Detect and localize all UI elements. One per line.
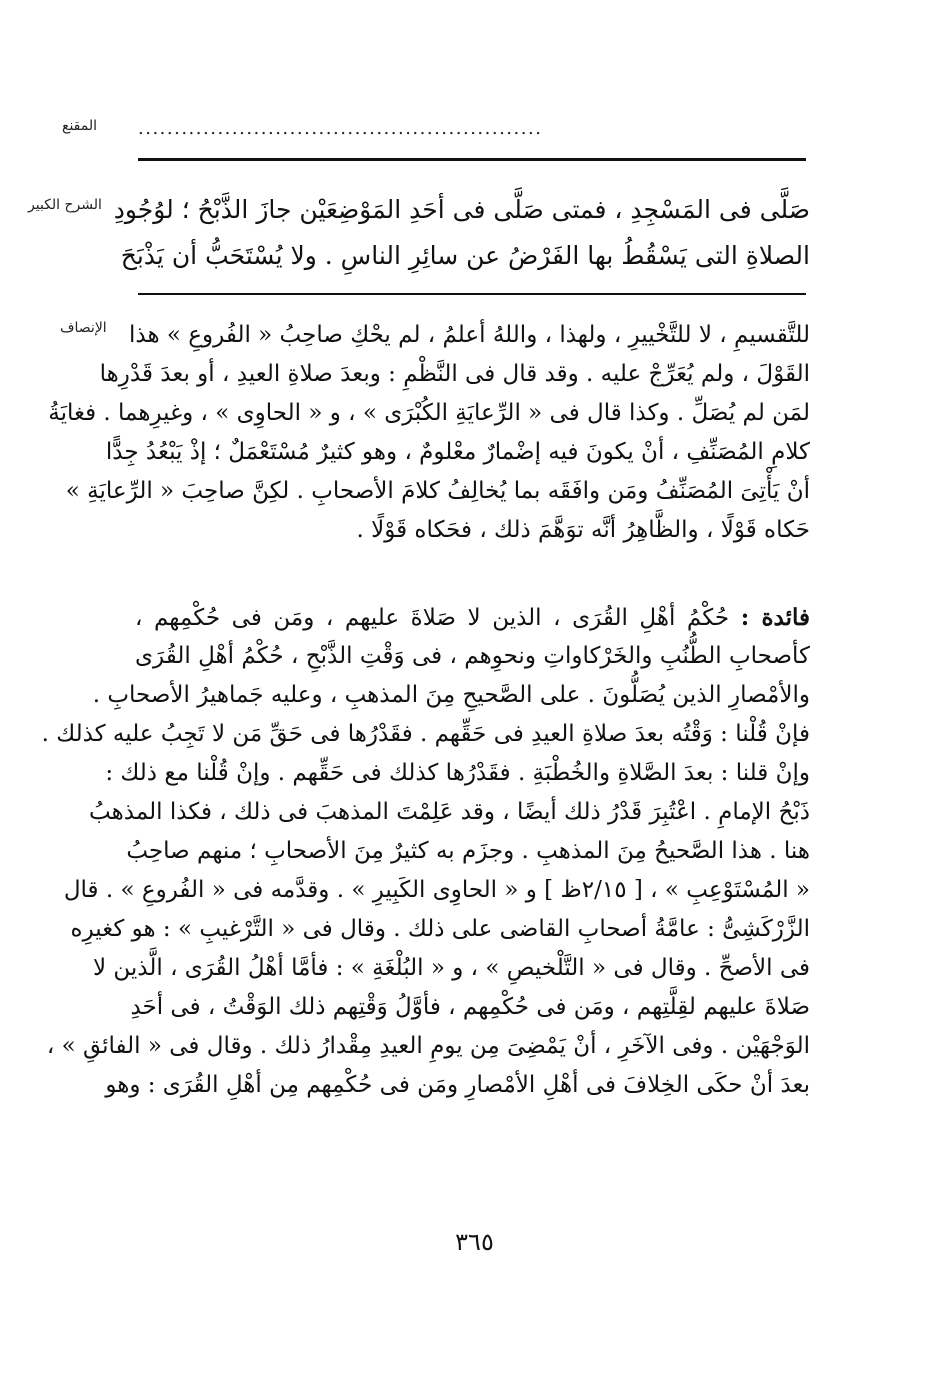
- insaf-line: فى الأصحِّ . وقال فى « التَّلْخيصِ » ، و « البُلْغَةِ » : فأمَّا أهْلُ القُرَى ، الَّذين لا: [92, 955, 810, 981]
- book-title: المقنع: [62, 118, 98, 134]
- header-dots-leader: ........................................................: [138, 118, 543, 139]
- insaf-line: القَوْلَ ، ولم يُعَرِّجْ عليه . وقد قال فى النَّظْمِ : وبعدَ صلاةِ العيدِ ، أو بعدَ قَدْرِها: [99, 361, 810, 387]
- insaf-line: كأصحابِ الطُّنُبِ والخَرْكاواتِ ونحوِهم ، فى وَقْتِ الذَّبْحِ ، حُكْمُ أهْلِ القُرَى: [135, 643, 810, 669]
- insaf-line: « المُسْتَوْعِبِ » ، [ ٢/١٥ظ ] و « الحاوِى الكَبِيرِ » . وقدَّمه فى « الفُروعِ » . قال: [63, 877, 810, 903]
- insaf-line: صَلاةَ عليهم لقِلَّتِهم ، ومَن فى حُكْمِهم ، فأوَّلُ وَقْتِهم ذلك الوَقْتُ ، فى أحَدِ: [130, 994, 810, 1020]
- insaf-line: كلامِ المُصَنِّفِ ، أنْ يكونَ فيه إضْمارٌ معْلومٌ ، وهو كثيرٌ مُسْتَعْمَلٌ ؛ إذْ يَبْعُدُ جِدًّا: [105, 439, 810, 465]
- sharh-line: صَلَّى فى المَسْجِدِ ، فمتى صَلَّى فى أحَدِ المَوْضِعَيْن جازَ الذَّبْحُ ؛ لوُجُودِ: [113, 195, 810, 224]
- header-rule: [138, 158, 806, 161]
- section-divider: [138, 293, 806, 295]
- insaf-paragraph-2: [41, 598, 810, 1105]
- insaf-line: والأمْصارِ الذين يُصَلُّونَ . على الصَّحيحِ مِنَ المذهبِ ، وعليه جَماهيرُ الأصحابِ .: [92, 682, 810, 708]
- faida-first-line: حُكْمُ أهْلِ القُرَى ، الذين لا صَلاةَ عليهم ، ومَن فى حُكْمِهم ،: [135, 605, 741, 631]
- sharh-label: الشرح الكبير: [28, 197, 102, 213]
- insaf-line: بعدَ أنْ حكَى الخِلافَ فى أهْلِ الأمْصارِ ومَن فى حُكْمِهم مِن أهْلِ القُرَى : وهو: [105, 1072, 810, 1098]
- insaf-line: لمَن لم يُصَلِّ . وكذا قال فى « الرِّعايَةِ الكُبْرَى » ، و « الحاوِى » ، وغيرِهما . فغايَةُ: [48, 400, 810, 426]
- page-number: ٣٦٥: [455, 1228, 494, 1256]
- sharh-line: الصلاةِ التى يَسْقُطُ بها الفَرْضُ عن سائِرِ الناسِ . ولا يُسْتَحَبُّ أن يَذْبَحَ: [120, 241, 810, 270]
- insaf-line: الزَّرْكَشِىُّ : عامَّةُ أصحابِ القاضى على ذلك . وقال فى « التَّرْغيبِ » : هو كغيرِه: [70, 916, 810, 942]
- insaf-line: للتَّقسيمِ ، لا للتَّخْييرِ ، ولهذا ، واللهُ أعلمُ ، لم يحْكِ صاحِبُ « الفُروعِ » هذا: [129, 322, 810, 348]
- insaf-label: الإنصاف: [60, 320, 107, 336]
- insaf-line: وإنْ قلنا : بعدَ الصَّلاةِ والخُطْبَةِ . فقَدْرُها كذلك فى حَقِّهم . وإنْ قُلْنا مع ذلك :: [105, 760, 810, 786]
- insaf-line: حَكاه قَوْلًا ، والظَّاهِرُ أنَّه توَهَّمَ ذلك ، فحَكاه قَوْلًا .: [356, 517, 810, 543]
- faida-label: فائدة :: [740, 604, 810, 631]
- insaf-line: أنْ يَأْتِىَ المُصَنِّفُ ومَن وافَقَه بما يُخالِفُ كلامَ الأصحابِ . لكِنَّ صاحِبَ « الرِّعايَةِ »: [65, 478, 810, 504]
- insaf-line: [135, 598, 810, 637]
- sharh-text-block: [113, 187, 810, 279]
- insaf-line: فإنْ قُلْنا : وَقْتُه بعدَ صلاةِ العيدِ فى حَقِّهم . فقَدْرُها فى حَقِّ مَن لا تَجِبُ عليه كذلك .: [41, 721, 810, 747]
- insaf-line: ذَبْحُ الإمامِ . اعْتُبِرَ قَدْرُ ذلك أيضًا ، وقد عَلِمْتَ المذهبَ فى ذلك ، فكذا المذهبُ: [89, 799, 810, 825]
- insaf-line: هنا . هذا الصَّحيحُ مِنَ المذهبِ . وجزَم به كثيرٌ مِنَ الأصحابِ ؛ منهم صاحِبُ: [126, 838, 810, 864]
- insaf-line: الوَجْهَيْن . وفى الآخَرِ ، أنْ يَمْضِىَ مِن يومِ العيدِ مِقْدارُ ذلك . وقال فى « الفائقِ » ،: [46, 1033, 810, 1059]
